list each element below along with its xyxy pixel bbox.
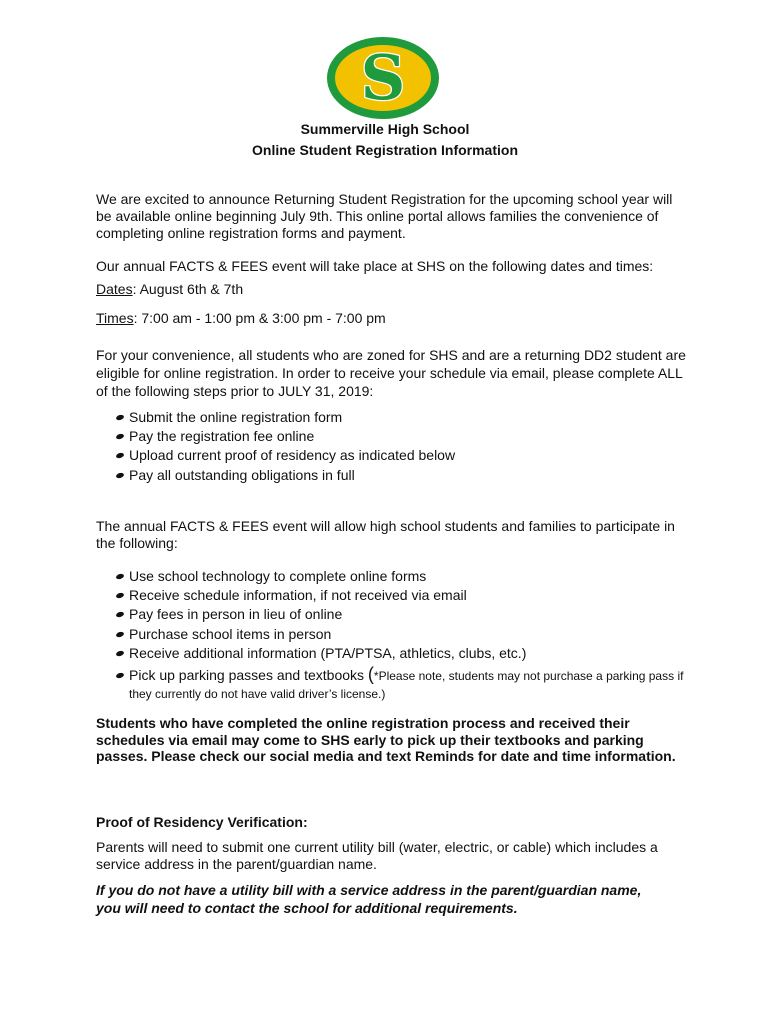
list-item: Purchase school items in person	[114, 625, 694, 644]
intro-paragraph: We are excited to announce Returning Student Registration for the upcoming school year will be available online beginning July 9th. This online portal allows families the convenience of completing online registration forms and payment.	[96, 191, 673, 241]
residency-paragraph: Parents will need to submit one current utility bill (water, electric, or cable) which includes a service address in the parent/guardian name.	[96, 839, 658, 872]
bullet-icon	[115, 414, 124, 421]
list-item: Pick up parking passes and textbooks (*Please note, students may not purchase a parking pass if they currently do not have valid driver’s license.)	[114, 666, 694, 703]
bullet-icon	[115, 650, 124, 657]
residency-warning: If you do not have a utility bill with a service address in the parent/guardian name, you will need to contact the school for additional requirements.	[96, 882, 642, 916]
school-logo	[326, 36, 440, 120]
activities-list	[114, 567, 694, 703]
participate-paragraph: The annual FACTS & FEES event will allow high school students and families to participate in the following:	[96, 518, 675, 551]
list-item: Pay fees in person in lieu of online	[114, 605, 694, 624]
list-item: Pay all outstanding obligations in full	[114, 466, 694, 485]
bullet-icon	[115, 611, 124, 618]
school-name: Summerville High School	[300, 121, 470, 137]
event-paragraph: Our annual FACTS & FEES event will take place at SHS on the following dates and times:	[96, 258, 654, 274]
times-label: Times	[96, 310, 134, 326]
bullet-icon	[115, 630, 124, 637]
registration-steps-list	[114, 408, 694, 485]
early-pickup-notice: Students who have completed the online registration process and received their schedules via email may come to SHS early to pick up their textbooks and parking passes. Please check our social media and text Reminds for date and time information.	[96, 715, 676, 764]
list-item: Receive additional information (PTA/PTSA, athletics, clubs, etc.)	[114, 644, 694, 663]
list-item: Upload current proof of residency as indicated below	[114, 446, 694, 465]
bullet-icon	[115, 573, 124, 580]
bullet-icon	[115, 471, 124, 478]
list-item: Pay the registration fee online	[114, 427, 694, 446]
bullet-icon	[115, 433, 124, 440]
bullet-icon	[115, 452, 124, 459]
list-item: Submit the online registration form	[114, 408, 694, 427]
event-dates	[96, 281, 686, 298]
parking-note: *Please note, students may not purchase a parking pass if they currently do not have valid driver’s license.)	[129, 669, 684, 702]
dates-label: Dates	[96, 281, 133, 297]
residency-heading: Proof of Residency Verification:	[96, 814, 308, 830]
bullet-icon	[115, 592, 124, 599]
list-item: Use school technology to complete online forms	[114, 567, 694, 586]
list-item: Receive schedule information, if not received via email	[114, 586, 694, 605]
dates-value: : August 6th & 7th	[132, 281, 244, 297]
svg-text:S: S	[360, 41, 406, 114]
document-title: Online Student Registration Information	[252, 142, 518, 158]
times-value: : 7:00 am - 1:00 pm & 3:00 pm - 7:00 pm	[133, 310, 386, 326]
convenience-paragraph: For your convenience, all students who are zoned for SHS and are a returning DD2 student are eligible for online registration. In order to receive your schedule via email, please complete ALL of the following steps prior to JULY 31, 2019:	[96, 347, 686, 399]
bullet-icon	[115, 672, 124, 679]
event-times	[96, 310, 686, 327]
